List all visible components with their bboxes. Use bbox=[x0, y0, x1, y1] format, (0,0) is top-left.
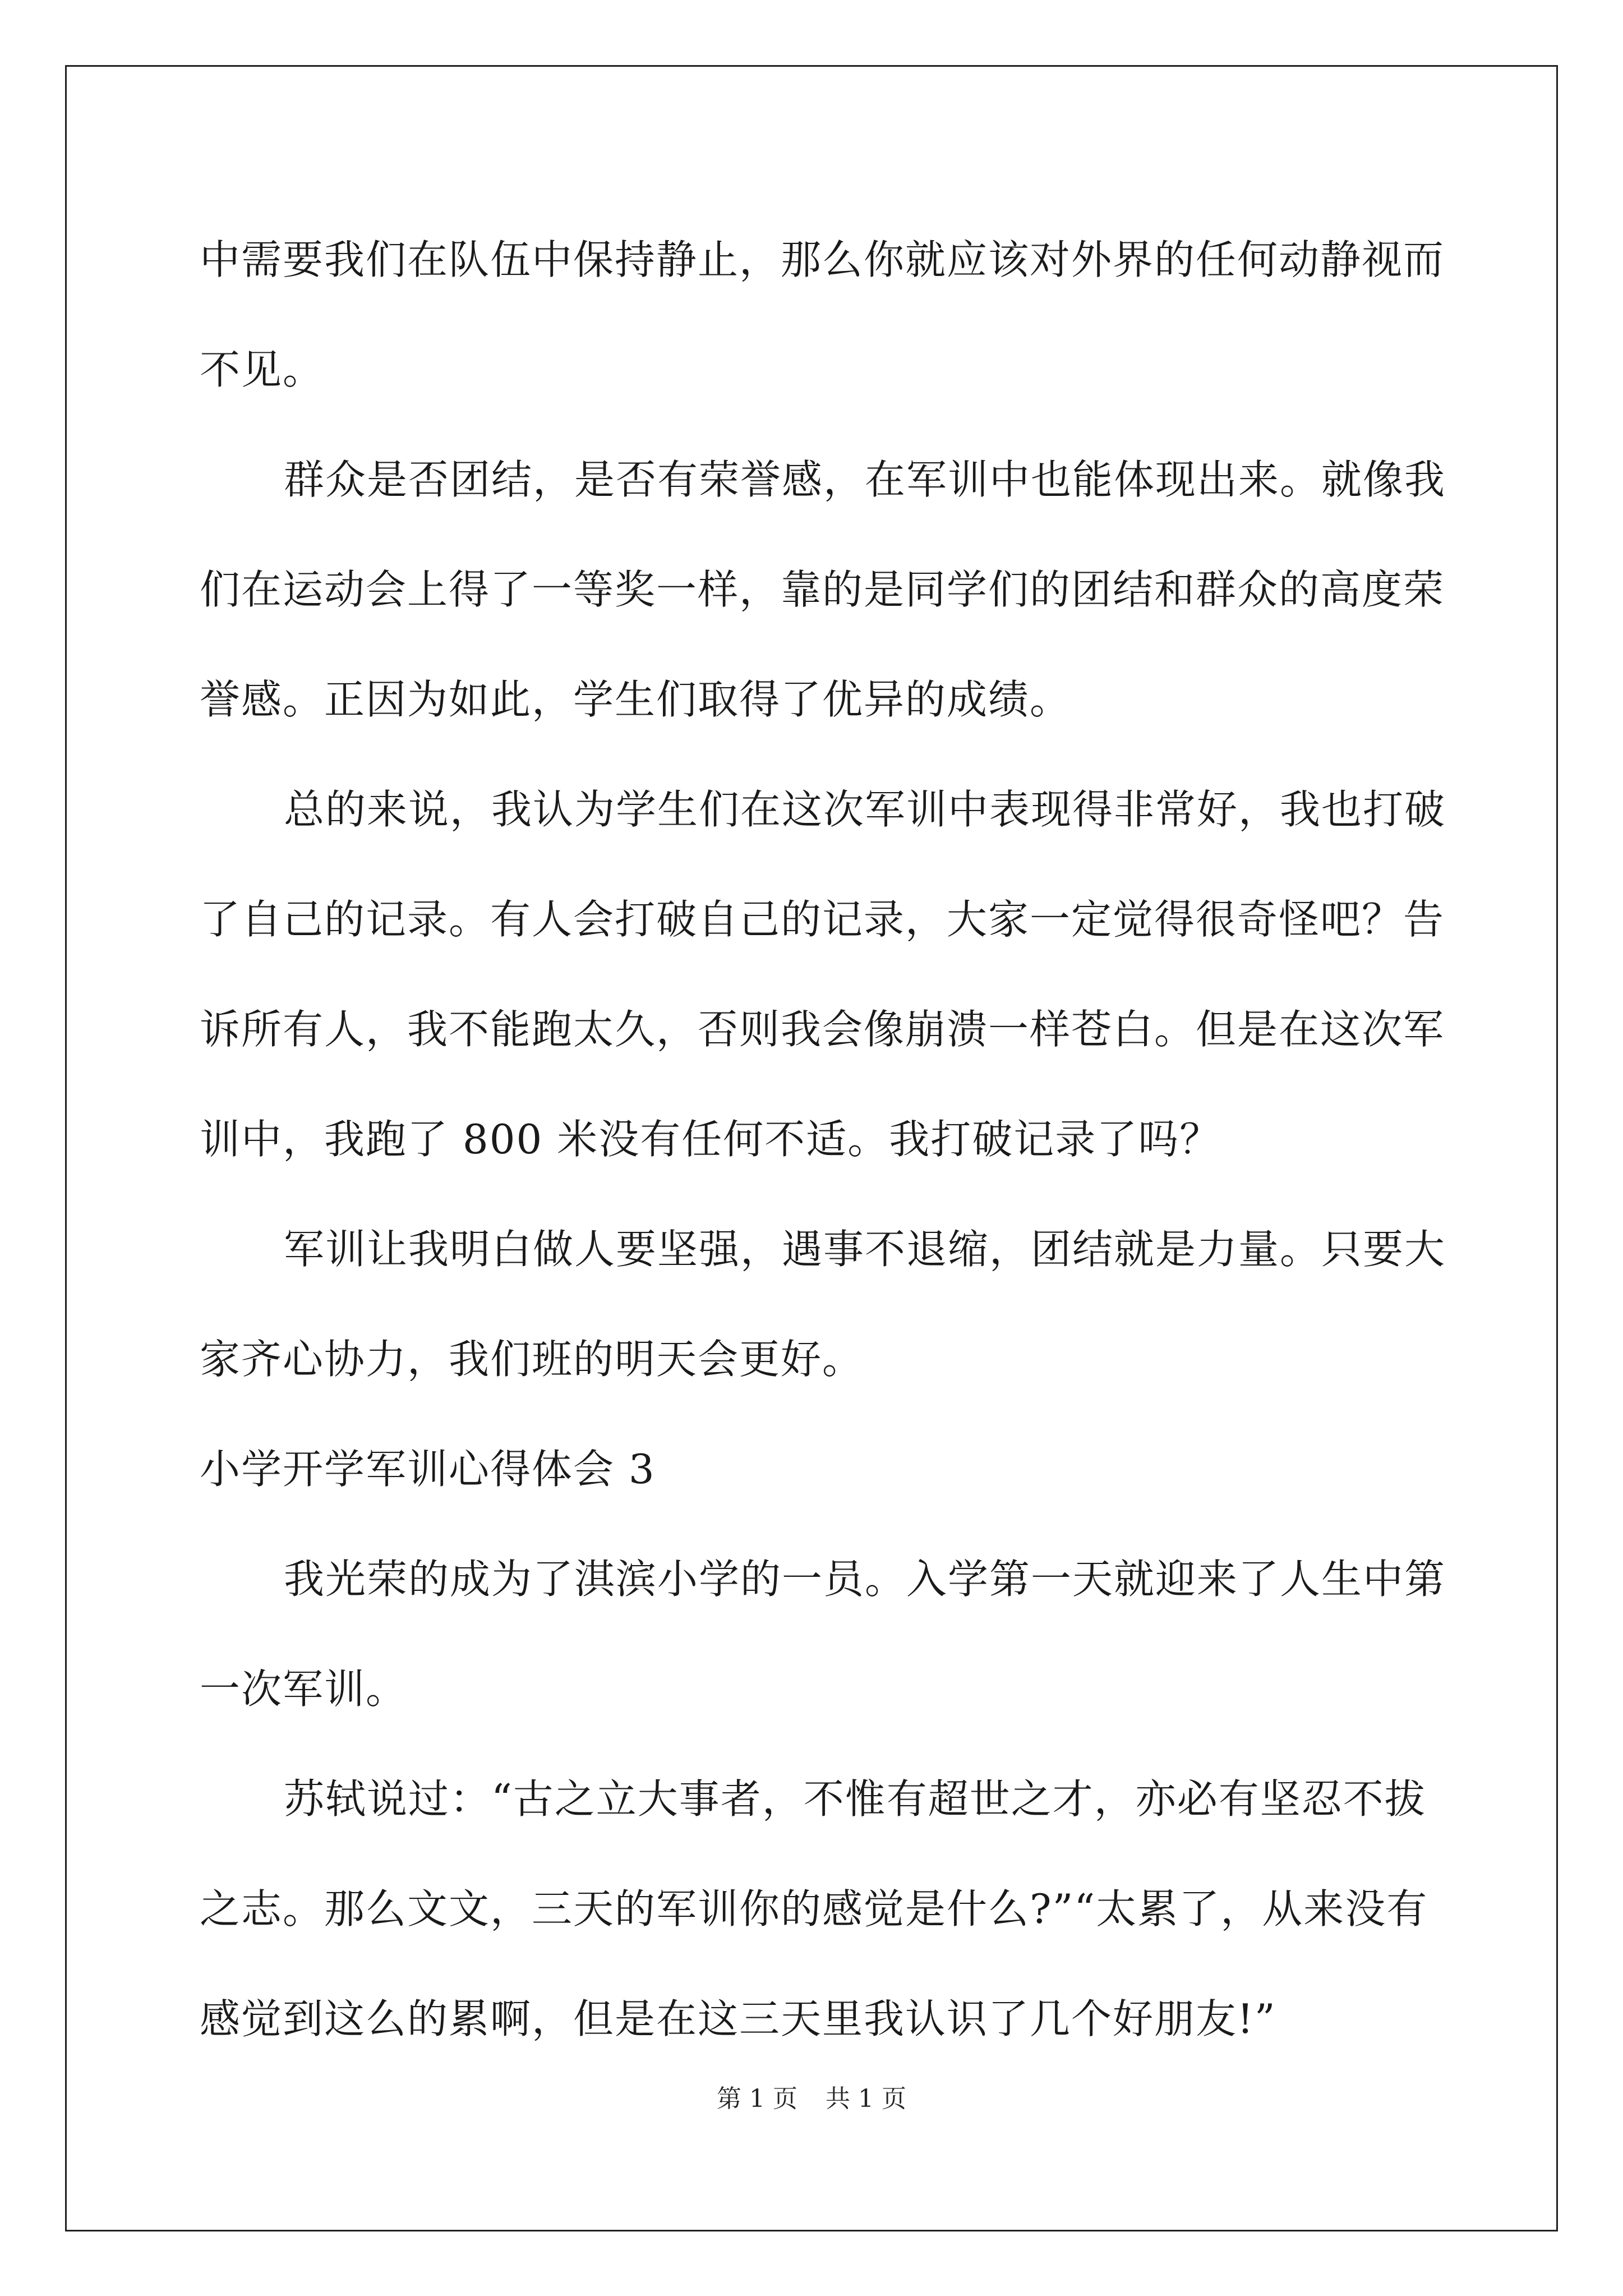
text-line: 家齐心协力，我们班的明天会更好。 bbox=[200, 1336, 864, 1383]
text-line: 感觉到这么的累啊，但是在这三天里我认识了几个好朋友!” bbox=[200, 1995, 1276, 2042]
text-line: 誉感。正因为如此，学生们取得了优异的成绩。 bbox=[200, 676, 1072, 723]
text-line: 中需要我们在队伍中保持静止，那么你就应该对外界的任何动静视而 bbox=[200, 236, 1445, 283]
page-footer bbox=[0, 2082, 1623, 2116]
text-line: 一次军训。 bbox=[200, 1665, 408, 1713]
paragraph-start-line: 群众是否团结，是否有荣誉感，在军训中也能体现出来。就像我 bbox=[284, 456, 1446, 503]
page-number: 第 1 页 bbox=[717, 2085, 797, 2113]
section-heading: 小学开学军训心得体会 3 bbox=[200, 1446, 656, 1493]
text-line: 之志。那么文文，三天的军训你的感觉是什么?”“太累了，从来没有 bbox=[200, 1885, 1428, 1932]
page-total: 共 1 页 bbox=[826, 2085, 906, 2113]
paragraph-start-line: 我光荣的成为了淇滨小学的一员。入学第一天就迎来了人生中第 bbox=[284, 1556, 1446, 1603]
text-line: 训中，我跑了 800 米没有任何不适。我打破记录了吗？ bbox=[200, 1116, 1221, 1163]
text-line: 诉所有人，我不能跑太久，否则我会像崩溃一样苍白。但是在这次军 bbox=[200, 1006, 1445, 1053]
document-body bbox=[200, 205, 1446, 2074]
text-line: 们在运动会上得了一等奖一样，靠的是同学们的团结和群众的高度荣 bbox=[200, 566, 1445, 613]
text-line: 不见。 bbox=[200, 346, 325, 393]
paragraph-start-line: 苏轼说过：“古之立大事者，不惟有超世之才，亦必有坚忍不拔 bbox=[284, 1775, 1426, 1823]
paragraph-start-line: 总的来说，我认为学生们在这次军训中表现得非常好，我也打破 bbox=[284, 786, 1446, 833]
text-line: 了自己的记录。有人会打破自己的记录，大家一定觉得很奇怪吧？告 bbox=[200, 896, 1445, 943]
paragraph-start-line: 军训让我明白做人要坚强，遇事不退缩，团结就是力量。只要大 bbox=[284, 1226, 1446, 1273]
